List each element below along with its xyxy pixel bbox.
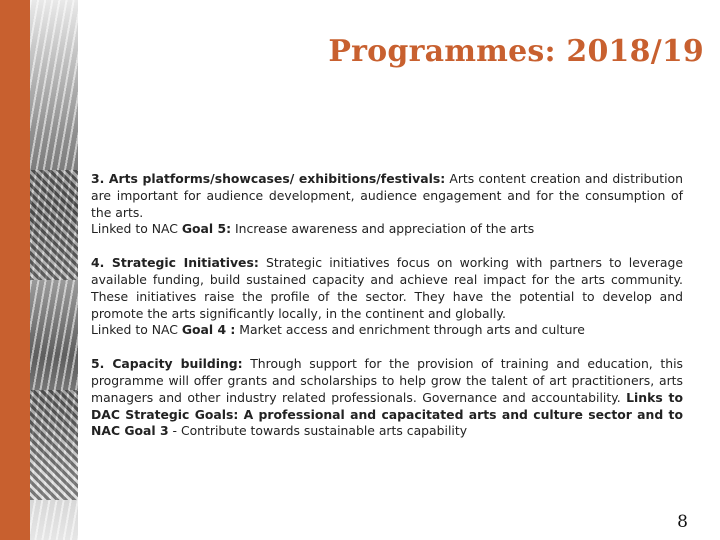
goal-link [91, 221, 683, 238]
programme-item-arts-platforms [91, 171, 683, 238]
goal-label: Goal 4 : [181, 322, 236, 338]
programme-body: Arts content creation and distribution are important for audience development, audience engagement and for the consumption of the arts. [91, 171, 683, 220]
programme-heading: 4. Strategic Initiatives: [91, 255, 259, 271]
programme-body: Through support for the provision of training and education, this programme will offer grants and scholarships to help grow the talent of art practitioners, arts managers and other industry related professionals. Governance and accountability. [91, 356, 683, 405]
goal-link-prefix: Linked to NAC [91, 322, 182, 338]
programme-item-capacity-building [91, 356, 683, 440]
decorative-photo-strip [30, 0, 78, 540]
programme-list [91, 171, 683, 440]
programme-description [91, 356, 683, 440]
photo-texture [30, 390, 78, 500]
page-number: 8 [677, 512, 688, 532]
programme-heading: 3. Arts platforms/showcases/ exhibitions/festivals: [91, 171, 446, 186]
goal-text: Market access and enrichment through arts and culture [235, 322, 585, 338]
goal-link [91, 322, 683, 339]
strategic-goals-link: Links to DAC Strategic Goals: A professional and capacitated arts and culture sector and to NAC Goal 3 [91, 389, 683, 439]
goal-label: Goal 5: [181, 221, 232, 237]
programme-item-strategic-initiatives [91, 255, 683, 339]
slide-title: Programmes: 2018/19 [328, 34, 704, 69]
photo-texture [30, 170, 78, 280]
goal-link-prefix: Linked to NAC [91, 221, 182, 237]
goal-text: Increase awareness and appreciation of the arts [231, 221, 535, 237]
programme-description [91, 171, 683, 221]
programme-heading: 5. Capacity building: [91, 356, 243, 372]
programme-description [91, 255, 683, 322]
programme-body: Strategic initiatives focus on working with partners to leverage available funding, build sustained capacity and achieve real impact for the arts community. These initiatives raise the profile of the sector. They have the potential to develop and promote the arts significantly locally, in the continent and globally. [91, 255, 683, 321]
goal-text: - Contribute towards sustainable arts capability [168, 423, 468, 439]
side-accent-band [0, 0, 30, 540]
